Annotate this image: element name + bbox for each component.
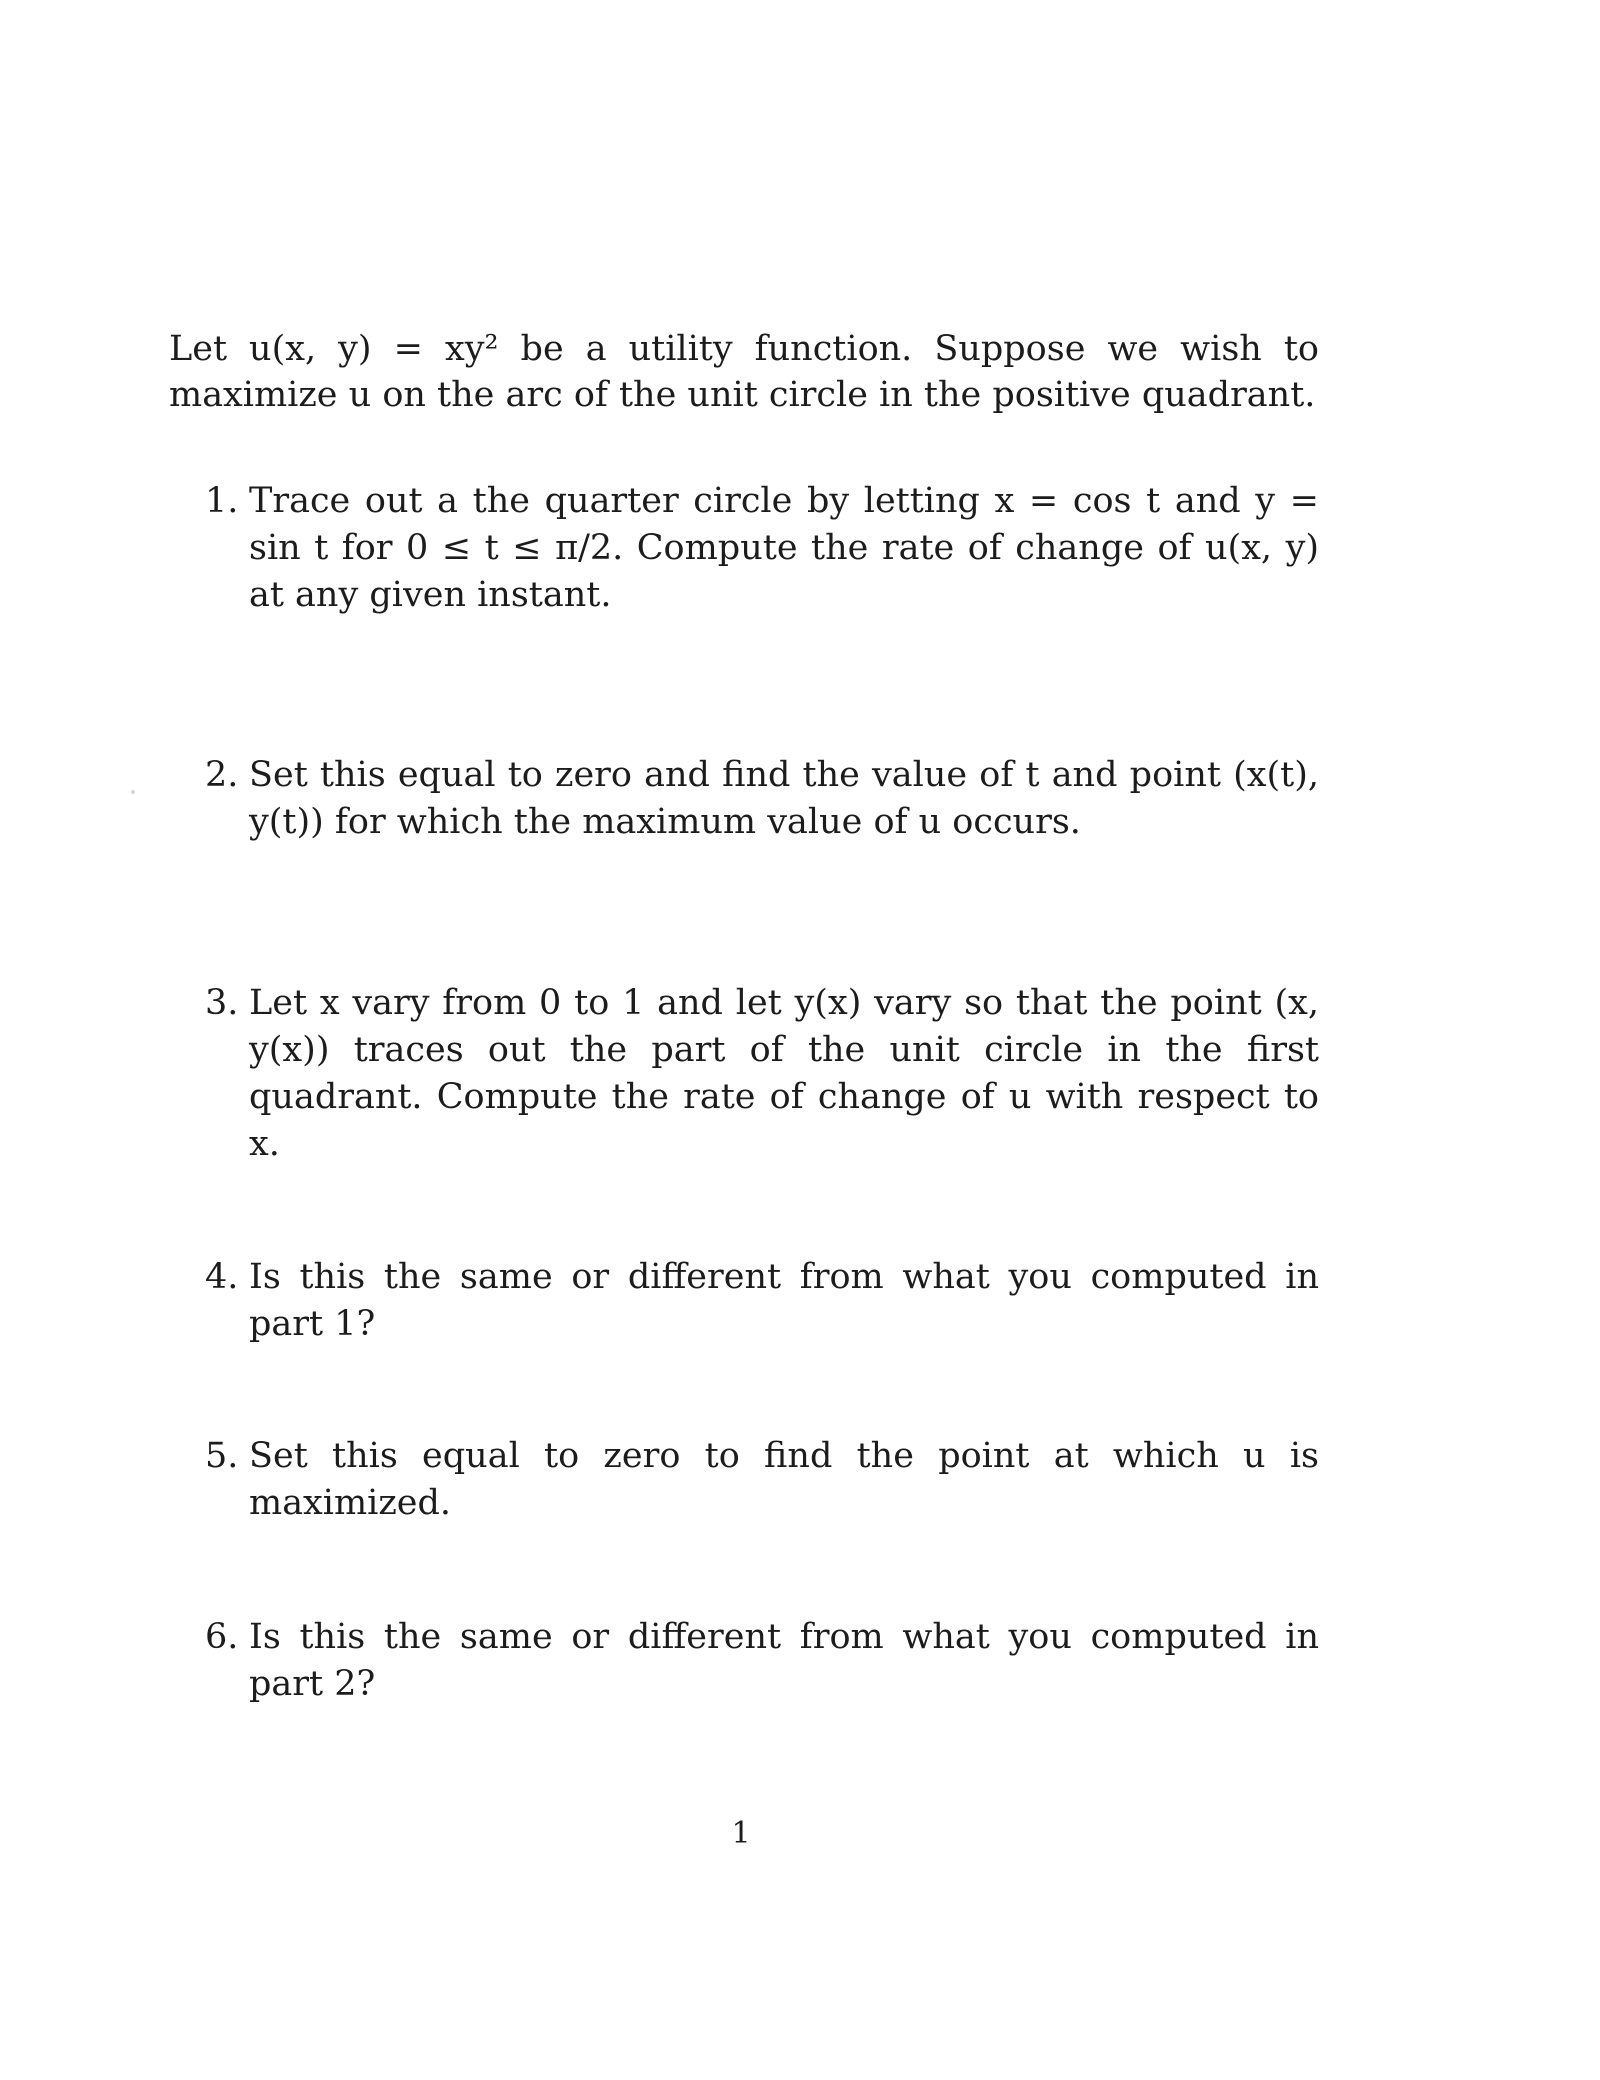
list-item-6 xyxy=(205,1614,1319,1708)
item-number: 3. xyxy=(205,983,239,1023)
intro-paragraph: Let u(x, y) = xy² be a utility function. Suppose we wish to maximize u on the arc of the unit circle in the positive quadrant. xyxy=(169,329,1319,415)
item-text: Is this the same or different from what you computed in part 1? xyxy=(249,1257,1319,1344)
item-text: Trace out a the quarter circle by letting x = cos t and y = sin t for 0 ≤ t ≤ π/2. Compute the rate of change of u(x, y) at any given instant. xyxy=(249,481,1319,615)
page-number: 1 xyxy=(731,1816,751,1851)
list-item-4 xyxy=(205,1254,1319,1348)
list-item-2 xyxy=(205,752,1319,846)
list-item-1 xyxy=(205,478,1319,619)
scan-artifact-dot xyxy=(131,790,135,794)
list-item-3 xyxy=(205,980,1319,1168)
item-text: Let x vary from 0 to 1 and let y(x) vary so that the point (x, y(x)) traces out the part of the unit circle in the first quadrant. Compute the rate of change of u with respect to x. xyxy=(249,983,1319,1164)
item-text: Is this the same or different from what you computed in part 2? xyxy=(249,1617,1319,1704)
item-number: 5. xyxy=(205,1436,239,1476)
item-number: 6. xyxy=(205,1617,239,1657)
list-item-5 xyxy=(205,1433,1319,1527)
item-text: Set this equal to zero to find the point at which u is maximized. xyxy=(249,1436,1319,1523)
item-number: 2. xyxy=(205,755,239,795)
item-number: 1. xyxy=(205,481,239,521)
item-number: 4. xyxy=(205,1257,239,1297)
item-text: Set this equal to zero and find the value of t and point (x(t), y(t)) for which the maximum value of u occurs. xyxy=(249,755,1319,842)
